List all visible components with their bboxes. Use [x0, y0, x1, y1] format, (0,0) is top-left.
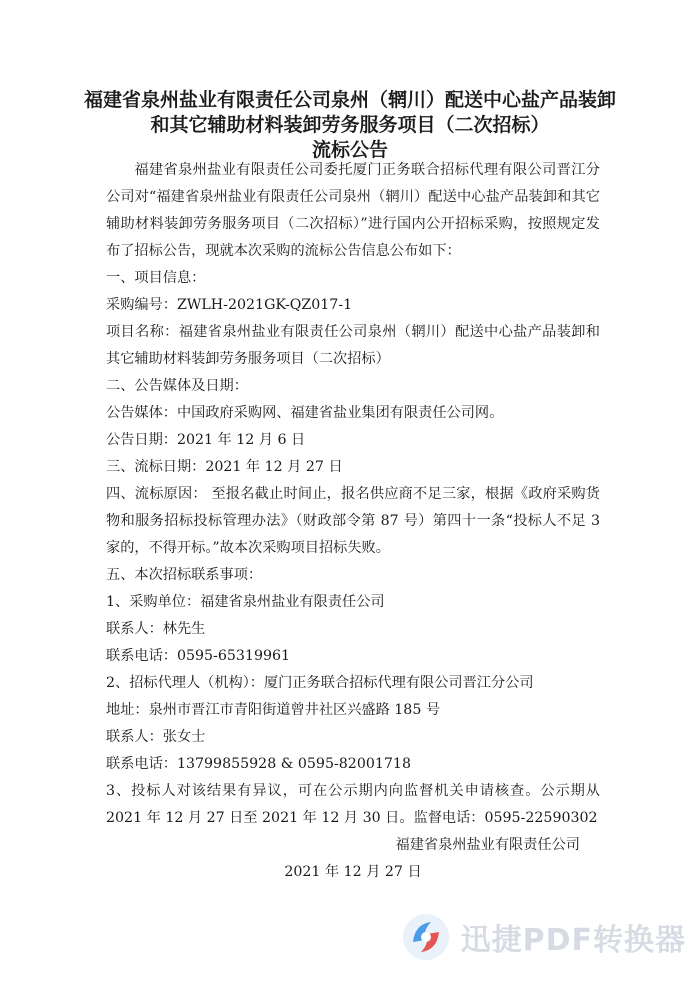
intro-paragraph: 福建省泉州盐业有限责任公司委托厦门正务联合招标代理有限公司晋江分公司对“福建省泉州盐业有限责任公司泉州（辋川）配送中心盐产品装卸和其它辅助材料装卸劳务服务项目（二次招标）”进行国内公开招标采购，按照规定发布了招标公告，现就本次采购的流标公告信息公布如下：: [106, 162, 600, 259]
announcement-date: 公告日期：2021 年 12 月 6 日: [106, 432, 306, 448]
objection-notice: 3、投标人对该结果有异议，可在公示期内向监督机关申请核查。公示期从 2021 年 12 月 27 日至 2021 年 12 月 30 日。监督电话：0595-22590302: [106, 783, 600, 826]
watermark: [401, 912, 686, 962]
section-2-heading: 二、公告媒体及日期：: [106, 378, 248, 394]
section-3-failure-date: 三、流标日期：2021 年 12 月 27 日: [106, 459, 343, 475]
signature-date: 2021 年 12 月 27 日: [284, 864, 422, 880]
xunjie-pdf-logo-icon: [401, 912, 451, 962]
section-5-heading: 五、本次招标联系事项：: [106, 567, 263, 583]
agent-address: 地址：泉州市晋江市青阳街道曾井社区兴盛路 185 号: [106, 702, 441, 718]
announcement-media: 公告媒体：中国政府采购网、福建省盐业集团有限责任公司网。: [106, 405, 504, 421]
title-line-3: 流标公告: [311, 139, 388, 161]
contact-phone-1: 联系电话：0595-65319961: [106, 648, 291, 664]
title-line-2: 和其它辅助材料装卸劳务服务项目（二次招标）: [150, 114, 550, 136]
section-4-failure-reason: 四、流标原因： 至报名截止时间止，报名供应商不足三家，根据《政府采购货物和服务招标投标管理办法》（财政部令第 87 号）第四十一条“投标人不足 3 家的，不得开标。”故本次采购项目招标失败。: [106, 486, 600, 556]
contact-person-1: 联系人：林先生: [106, 621, 206, 637]
contact-person-2: 联系人：张女士: [106, 729, 206, 745]
document-body: [106, 157, 600, 886]
document-title: [60, 88, 640, 163]
section-1-heading: 一、项目信息：: [106, 270, 206, 286]
procurement-number: 采购编号：ZWLH-2021GK-QZ017-1: [106, 297, 353, 313]
watermark-text: 迅捷PDF转换器: [460, 923, 686, 958]
tender-agent: 2、招标代理人（机构）：厦门正务联合招标代理有限公司晋江分公司: [106, 675, 534, 691]
signature-organization: 福建省泉州盐业有限责任公司: [395, 837, 580, 853]
contact-phone-2: 联系电话：13799855928 & 0595-82001718: [106, 756, 411, 772]
project-name: 项目名称：福建省泉州盐业有限责任公司泉州（辋川）配送中心盐产品装卸和其它辅助材料装卸劳务服务项目（二次招标）: [106, 324, 600, 367]
procuring-unit: 1、采购单位：福建省泉州盐业有限责任公司: [106, 594, 385, 610]
title-line-1: 福建省泉州盐业有限责任公司泉州（辋川）配送中心盐产品装卸: [83, 89, 616, 111]
